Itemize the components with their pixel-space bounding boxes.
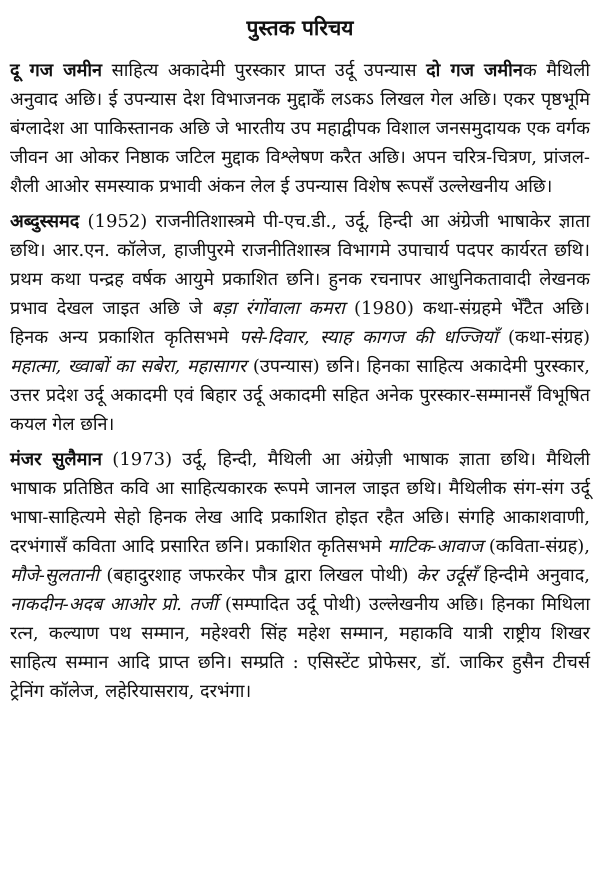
author-name: मंजर सुलैमान [10,449,103,470]
body-text: (1952) राजनीतिशास्त्रमे पी-एच.डी., उर्दू, हिन्दी आ अंग्रेजी भाषाकेर ज्ञाता छथि। आर.एन. कॉलेज, हाजीपुरमे राजनीतिशास्त्र विभागमे उपाचार्य पदपर कार्यरत छथि। प्रथम कथा पन्द्रह वर्षक आयुमे प्रकाशित छनि। हुनक रचनापर आधुनिकतावादी लेखनक प्रभाव देखल जाइत अछि जे [10,211,590,319]
body-text: (कथा-संग्रह) [497,327,590,348]
paragraph-2 [10,207,590,439]
author-name: अब्दुस्समद [10,211,80,232]
body-text: (बहादुरशाह जफरकेर पौत्र द्वारा लिखल पोथी) [98,565,417,586]
work-title: बड़ा रंगोंवाला कमरा [211,298,345,319]
work-title: केर उर्दूसँ [416,565,477,586]
paragraphs [10,56,590,706]
work-title: पसे-दिवार, स्याह कागज की धज्जियाँ [239,327,498,348]
body-text: साहित्य अकादेमी पुरस्कार प्राप्त उर्दू उपन्यास [102,60,427,81]
author-name: दू गज जमीन [10,60,103,81]
page-title: पुस्तक परिचय [246,15,354,40]
body-text: (उपन्यास) छनि। हिनका साहित्य अकादेमी पुरस्कार, उत्तर प्रदेश उर्दू अकादमी एवं बिहार उर्दू अकादमी सहित अनेक पुरस्कार-सम्मानसँ विभूषित कयल गेल छनि। [10,356,591,435]
body-text: (कविता-संग्रह), [482,536,590,557]
paragraph-3 [10,445,590,706]
body-text: (1980) कथा-संग्रहमे भेँटैत अछि। हिनक अन्य प्रकाशित कृतिसभमे [10,298,590,348]
work-title: मौजे-सुलतानी [10,565,99,586]
work-title: महात्मा, ख्वाबों का सबेरा, महासागर [10,356,247,377]
body-text: क मैथिली अनुवाद अछि। ई उपन्यास देश विभाजनक मुद्दाकेँ लऽकऽ लिखल गेल अछि। एकर पृष्ठभूमि बंग्लादेश आ पाकिस्तानक अछि जे भारतीय उप महाद्वीपक विशाल जनसमुदायक एक वर्गक जीवन आ ओकर निष्ठाक जटिल मुद्दाक विश्लेषण करैत अछि। अपन चरित्र-चित्रण, प्रांजल-शैली आओर समस्याक प्रभावी अंकन लेल ई उपन्यास विशेष रूपसँ उल्लेखनीय अछि। [10,60,591,197]
body-text: हिन्दीमे अनुवाद, [476,565,591,586]
author-name: दो गज जमीन [426,60,523,81]
body-text: (सम्पादित उर्दू पोथी) उल्लेखनीय अछि। हिनका मिथिला रत्न, कल्याण पथ सम्मान, महेश्वरी सिंह महेश सम्मान, महाकवि यात्री राष्ट्रीय शिखर साहित्य सम्मान आदि प्राप्त छनि। सम्प्रति : एसिस्टेंट प्रोफेसर, डॉ. जाकिर हुसैन टीचर्स ट्रेनिंग कॉलेज, लहेरियासराय, दरभंगा। [10,594,590,702]
work-title: माटिक-आवाज [387,536,483,557]
body-text: (1973) उर्दू, हिन्दी, मैथिली आ अंग्रेज़ी भाषाक ज्ञाता छथि। मैथिली भाषाक प्रतिष्ठित कवि आ साहित्यकारक रूपमे जानल जाइत छथि। मैथिलीक संग-संग उर्दू भाषा-साहित्यमे सेहो हिनक लेख आदि प्रकाशित होइत रहैत अछि। संगहि आकाशवाणी, दरभंगासँ कविता आदि प्रसारित छनि। प्रकाशित कृतिसभमे [10,449,590,557]
work-title: नाकदीन-अदब आओर प्रो. तर्जी [10,594,218,615]
paragraph-1 [10,56,590,201]
